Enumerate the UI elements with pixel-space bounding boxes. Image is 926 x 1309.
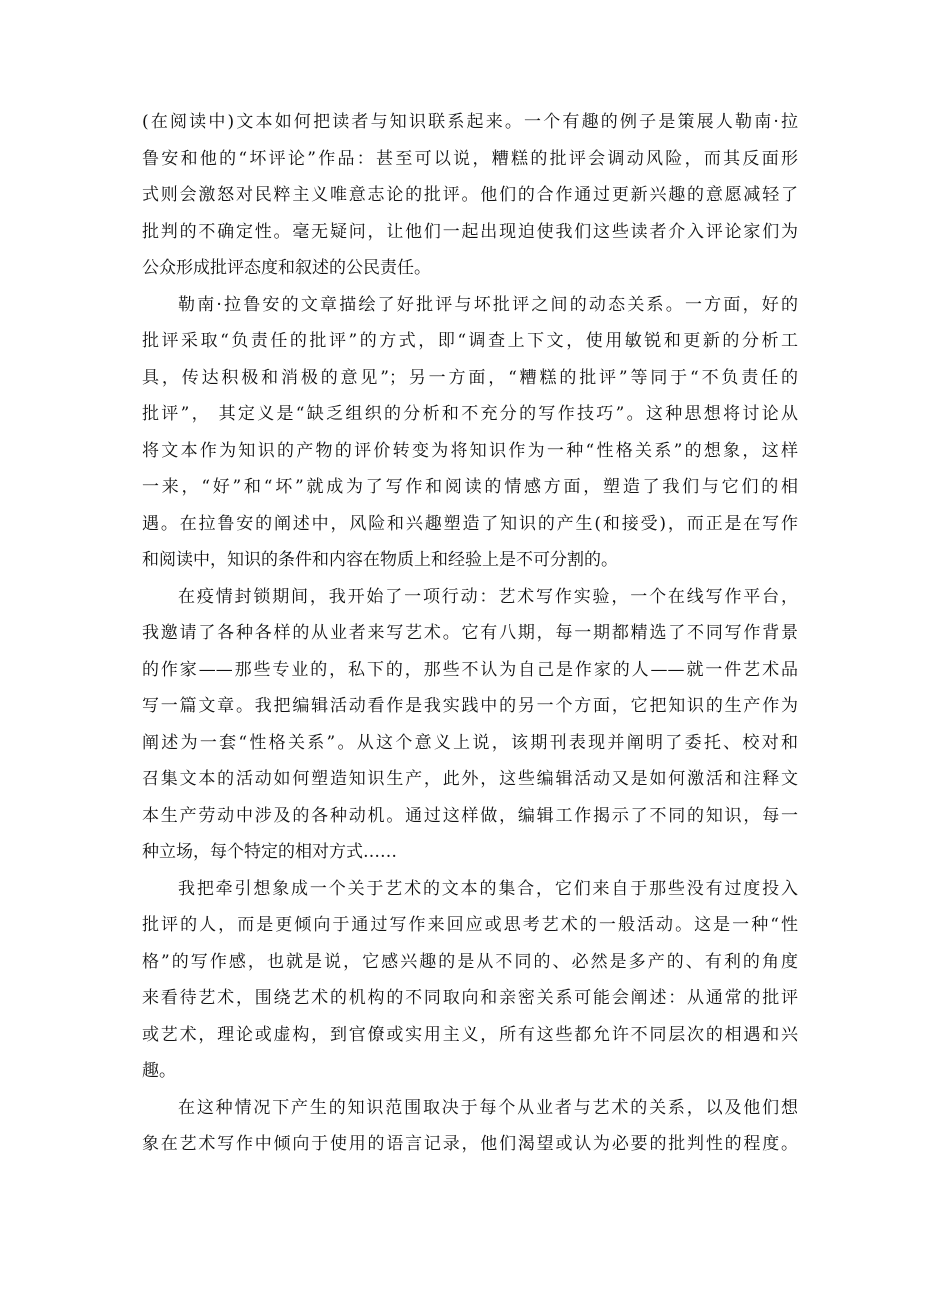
text-line: 公众形成批评态度和叙述的公民责任。 — [142, 258, 431, 278]
text-line: 阐述为一套“性格关系”。从这个意义上说，该期刊表现并阐明了委托、校对和 — [142, 732, 798, 753]
text-line: 批评采取“负责任的批评”的方式，即“调查上下文，使用敏锐和更新的分析工 — [142, 331, 798, 351]
text-line: 将文本作为知识的产物的评价转变为将知识作为一种“性格关系”的想象，这样 — [142, 440, 798, 461]
text-line: 批评”， 其定义是“缺乏组织的分析和不充分的写作技巧”。这种思想将讨论从 — [142, 404, 798, 424]
text-line: 的作家——那些专业的，私下的，那些不认为自己是作家的人——就一件艺术品 — [142, 659, 798, 680]
text-line: 一来，“好”和“坏”就成为了写作和阅读的情感方面，塑造了我们与它们的相 — [142, 477, 798, 497]
text-line: 格”的写作感，也就是说，它感兴趣的是从不同的、必然是多产的、有利的角度 — [142, 951, 798, 972]
text-line: 我把牵引想象成一个关于艺术的文本的集合，它们来自于那些没有过度投入 — [178, 878, 798, 899]
text-line: (在阅读中)文本如何把读者与知识联系起来。一个有趣的例子是策展人勒南·拉 — [142, 112, 798, 132]
text-line: 鲁安和他的“坏评论”作品：甚至可以说，糟糕的批评会调动风险，而其反面形 — [142, 148, 798, 169]
text-line: 写一篇文章。我把编辑活动看作是我实践中的另一个方面，它把知识的生产作为 — [142, 696, 798, 716]
text-line: 在这种情况下产生的知识范围取决于每个从业者与艺术的关系，以及他们想 — [178, 1097, 798, 1118]
text-line: 式则会激怒对民粹主义唯意志论的批评。他们的合作通过更新兴趣的意愿减轻了 — [142, 185, 798, 205]
text-line: 批评的人，而是更倾向于通过写作来回应或思考艺术的一般活动。这是一种“性 — [142, 915, 798, 935]
text-line: 批判的不确定性。毫无疑问，让他们一起出现迫使我们这些读者介入评论家们为 — [142, 221, 798, 242]
text-line: 遇。在拉鲁安的阐述中，风险和兴趣塑造了知识的产生(和接受)，而正是在写作 — [142, 513, 798, 534]
text-line: 来看待艺术，围绕艺术的机构的不同取向和亲密关系可能会阐述：从通常的批评 — [142, 988, 798, 1008]
text-line: 我邀请了各种各样的从业者来写艺术。它有八期，每一期都精选了不同写作背景 — [142, 623, 798, 643]
text-line: 趣。 — [142, 1061, 176, 1081]
body-text — [142, 104, 798, 1163]
text-line: 召集文本的活动如何塑造知识生产，此外，这些编辑活动又是如何激活和注释文 — [142, 769, 798, 789]
text-line: 和阅读中，知识的条件和内容在物质上和经验上是不可分割的。 — [142, 550, 618, 570]
text-line: 本生产劳动中涉及的各种动机。通过这样做，编辑工作揭示了不同的知识，每一 — [142, 805, 798, 826]
text-line: 勒南·拉鲁安的文章描绘了好批评与坏批评之间的动态关系。一方面，好的 — [178, 294, 798, 315]
text-line: 种立场，每个特定的相对方式…… — [142, 842, 397, 862]
text-line: 或艺术，理论或虚构，到官僚或实用主义，所有这些都允许不同层次的相遇和兴 — [142, 1024, 798, 1045]
text-line: 具，传达积极和消极的意见”；另一方面，“糟糕的批评”等同于“不负责任的 — [142, 367, 798, 388]
text-line: 在疫情封锁期间，我开始了一项行动：艺术写作实验，一个在线写作平台， — [178, 586, 798, 607]
text-line: 象在艺术写作中倾向于使用的语言记录，他们渴望或认为必要的批判性的程度。 — [142, 1134, 798, 1154]
